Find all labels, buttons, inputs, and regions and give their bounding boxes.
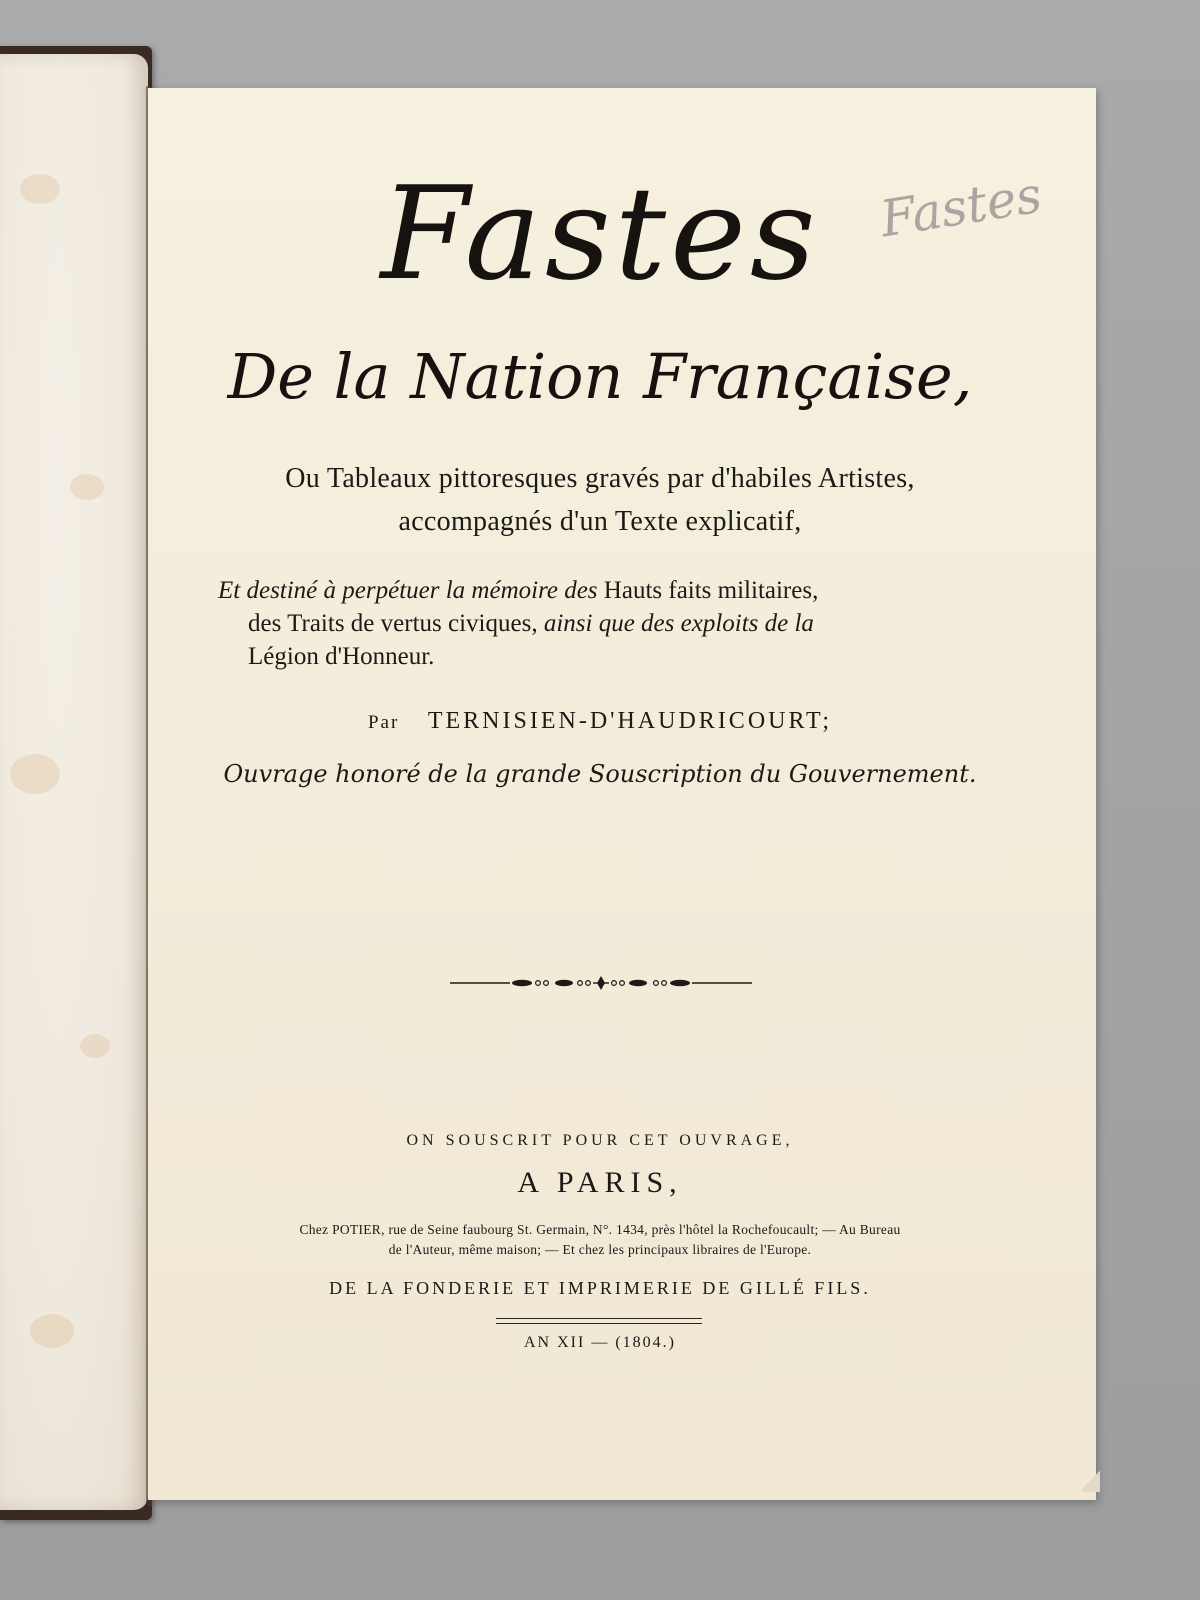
dedication-line-3: Légion d'Honneur. xyxy=(248,643,435,670)
honore-line: Ouvrage honoré de la grande Souscription du Gouvernement. xyxy=(223,760,977,788)
dedication-italic: ainsi que des exploits de la xyxy=(543,610,814,637)
printer-line: DE LA FONDERIE ET IMPRIMERIE DE GILLÉ FILS. xyxy=(329,1278,871,1298)
double-rule-bottom xyxy=(496,1323,702,1324)
page-corner xyxy=(1082,1468,1100,1492)
ornament-divider xyxy=(450,974,752,992)
subtitle-line-1: Ou Tableaux pittoresques gravés par d'habiles Artistes, xyxy=(285,463,915,494)
publication-date: AN XII — (1804.) xyxy=(524,1334,676,1351)
pencil-annotation: Fastes xyxy=(876,165,1046,249)
dedication-italic: Et destiné à perpétuer la mémoire des xyxy=(218,577,598,604)
author-prefix: Par xyxy=(367,712,400,733)
dedication-line-2 xyxy=(248,610,814,638)
author-line xyxy=(0,708,1200,735)
double-rule-top xyxy=(496,1318,702,1319)
bookseller-line-1: Chez POTIER, rue de Seine faubourg St. Germain, N°. 1434, près l'hôtel la Rochefoucault; — Au Bureau xyxy=(299,1222,901,1237)
subscription-notice: ON SOUSCRIT POUR CET OUVRAGE, xyxy=(406,1132,794,1149)
bookseller-line-2: de l'Auteur, même maison; — Et chez les principaux libraires de l'Europe. xyxy=(388,1242,812,1257)
subtitle-line-2: accompagnés d'un Texte explicatif, xyxy=(398,506,802,537)
dedication-line-1 xyxy=(218,577,818,605)
title-subheading: De la Nation Française, xyxy=(227,340,973,413)
author-name: TERNISIEN-D'HAUDRICOURT; xyxy=(427,708,833,734)
dedication-roman: Hauts faits militaires, xyxy=(603,577,819,604)
main-title: Fastes xyxy=(380,160,820,309)
imprint-city: A PARIS, xyxy=(517,1166,683,1199)
dedication-roman: des Traits de vertus civiques, xyxy=(248,610,538,637)
